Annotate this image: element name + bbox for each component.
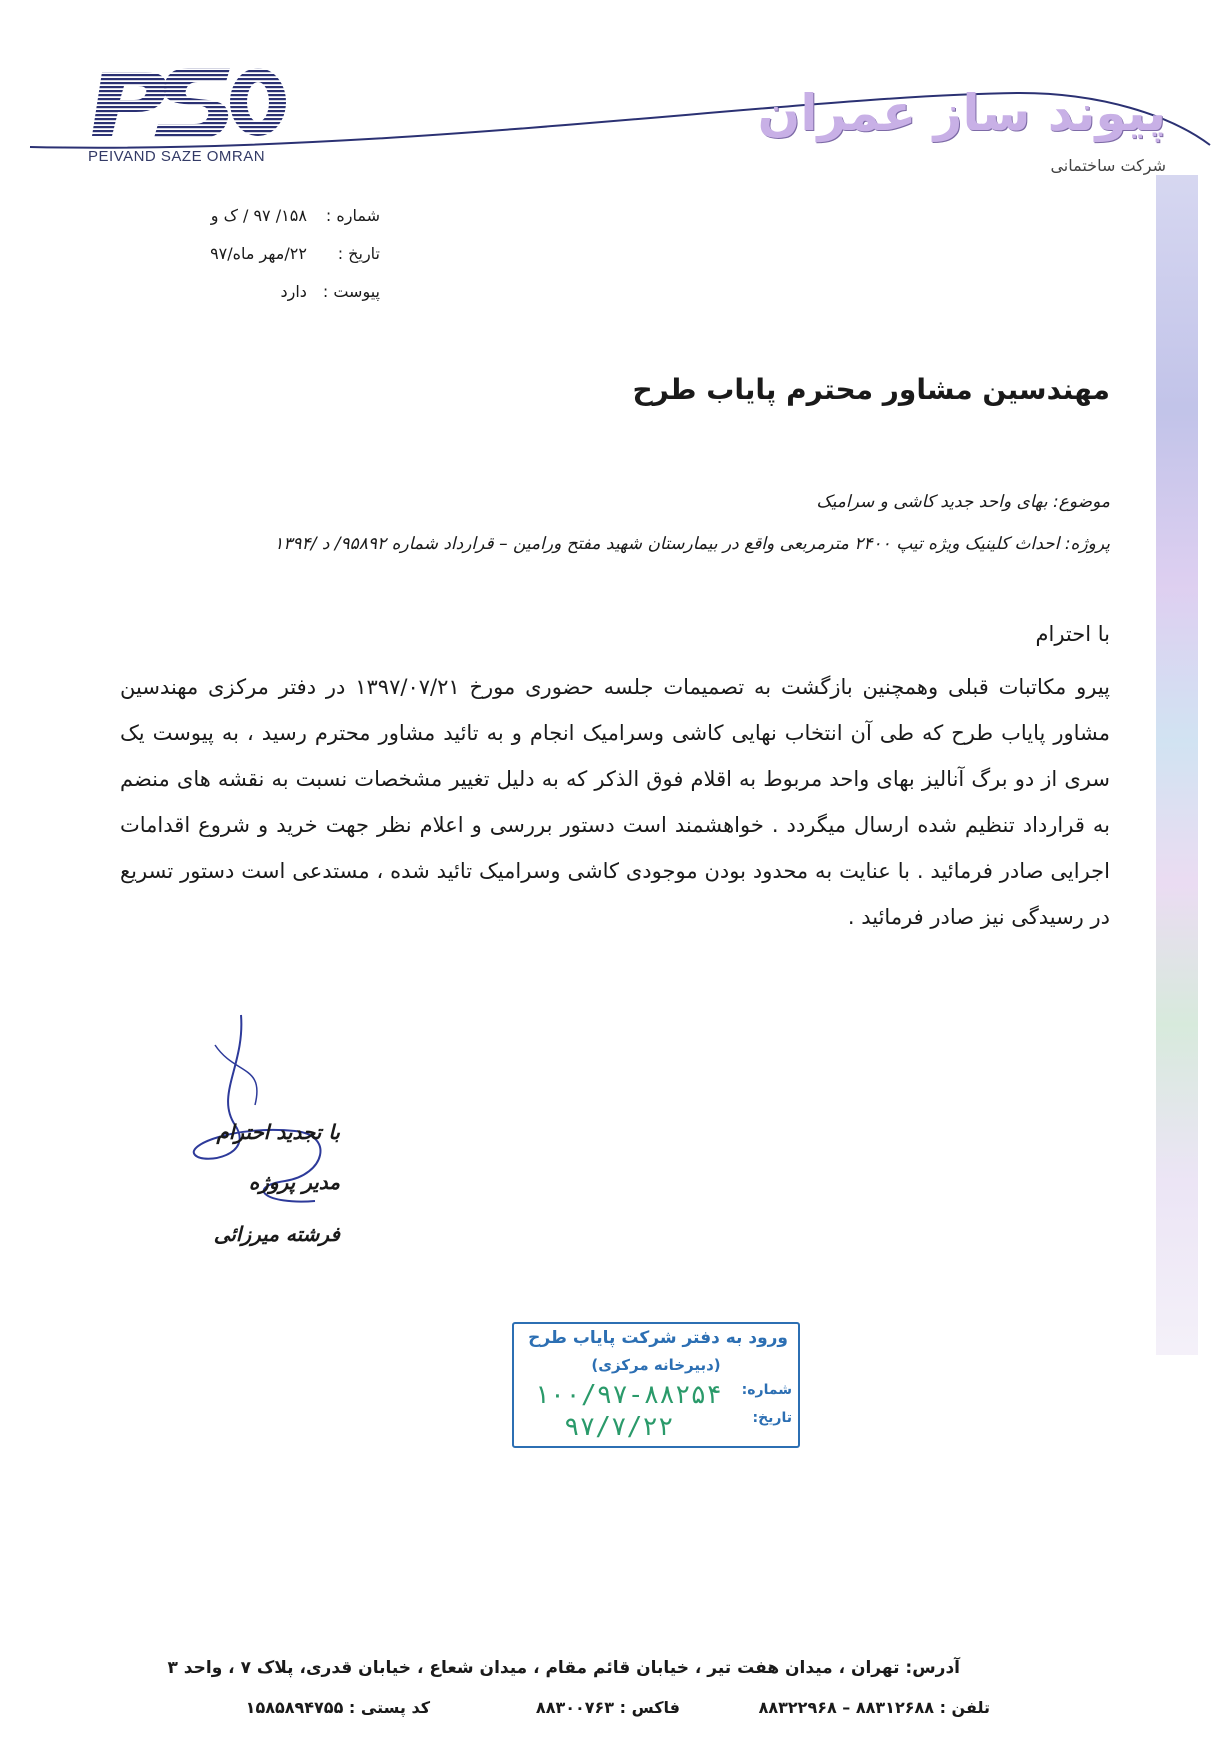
footer-phone-label: تلفن :	[939, 1698, 990, 1717]
meta-attachment	[170, 282, 380, 301]
meta-attachment-label: پیوست :	[322, 282, 380, 301]
footer-fax	[536, 1698, 680, 1717]
stamp-date-label: تاریخ:	[752, 1410, 792, 1426]
meta-number-label: شماره :	[325, 206, 380, 225]
stamp-number-label: شماره:	[741, 1382, 792, 1398]
subject-line: موضوع: بهای واحد جدید کاشی و سرامیک	[816, 492, 1110, 512]
footer-address: آدرس: تهران ، میدان هفت تیر ، خیابان قائم مقام ، میدان شعاع ، خیابان قدری، پلاک ۷ ، واحد ۳	[167, 1658, 960, 1678]
footer-fax-label: فاکس :	[619, 1698, 680, 1717]
footer-phone	[759, 1698, 990, 1717]
greeting: با احترام	[1035, 622, 1110, 646]
meta-number	[170, 206, 380, 225]
received-stamp	[512, 1322, 800, 1448]
decorative-side-strip	[1156, 175, 1198, 1355]
footer-fax-value: ۸۸۳۰۰۷۶۳	[535, 1698, 615, 1717]
meta-date-label: تاریخ :	[337, 244, 380, 263]
project-line: پروژه: احداث کلینیک ویژه تیپ ۲۴۰۰ مترمربعی واقع در بیمارستان شهید مفتح ورامین – قرارداد شماره ۹۵۸۹۲/ د /۱۳۹۴	[274, 534, 1110, 554]
meta-date-value: ۲۲/مهر ماه/۹۷	[210, 244, 307, 263]
stamp-subtitle: (دبیرخانه مرکزی)	[591, 1356, 721, 1374]
footer-postal-value: ۱۵۸۵۸۹۴۷۵۵	[245, 1698, 344, 1717]
brand-logo-persian: پیوند ساز عمران	[757, 84, 1166, 142]
footer-postal-label: کد پستی :	[348, 1698, 430, 1717]
meta-date	[170, 244, 380, 263]
logo-caption: PEIVAND SAZE OMRAN	[88, 148, 266, 165]
footer-postal	[246, 1698, 430, 1717]
brand-subtitle: شرکت ساختمانی	[1050, 156, 1166, 175]
recipient-heading: مهندسین مشاور محترم پایاب طرح	[632, 373, 1110, 406]
meta-attachment-value: دارد	[280, 282, 307, 301]
stamp-title: ورود به دفتر شرکت پایاب طرح	[528, 1328, 788, 1348]
stamp-number-value: ۱۰۰/۹۷-۸۸۲۵۴	[534, 1380, 722, 1410]
footer-phone-value: ۸۸۳۱۲۶۸۸ – ۸۸۳۲۲۹۶۸	[758, 1698, 934, 1717]
stamp-date-value: ۹۷/۷/۲۲	[564, 1412, 674, 1442]
signature-title: مدیر پروژه	[248, 1170, 340, 1194]
letter-body: پیرو مکاتبات قبلی وهمچنین بازگشت به تصمیمات جلسه حضوری مورخ ۱۳۹۷/۰۷/۲۱ در دفتر مرکزی مهندسین مشاور پایاب طرح که طی آن انتخاب نهایی کاشی وسرامیک انجام و به تائید مشاور محترم رسید ، به پیوست یک سری از دو برگ آنالیز بهای واحد مربوط به اقلام فوق الذکر که به دلیل تغییر مشخصات نسبت به نقشه های منضم به قرارداد تنظیم شده ارسال میگردد . خواهشمند است دستور بررسی و اعلام نظر جهت خرید و شروع اقدامات اجرایی صادر فرمائید . با عنایت به محدود بودن موجودی کاشی وسرامیک تائید شده ، مستدعی است دستور تسریع در رسیدگی نیز صادر فرمائید .	[120, 675, 1110, 929]
signature-name: فرشته میرزائی	[213, 1222, 340, 1246]
signature-closing: با تجدید احترام	[216, 1120, 340, 1144]
meta-number-value: ۱۵۸/ ۹۷ / ک و	[210, 206, 307, 225]
